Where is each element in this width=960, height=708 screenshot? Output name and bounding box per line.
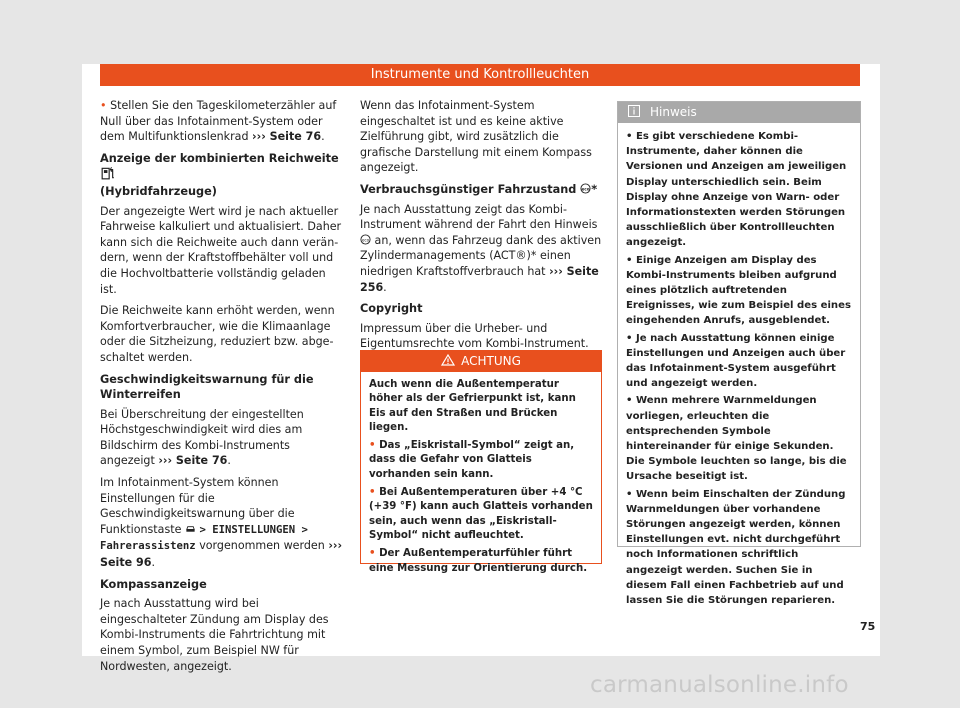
page-number: 75 xyxy=(860,620,876,633)
range-paragraph-1: Der angezeigte Wert wird je nach aktueller Fahrweise kalkuliert und aktualisiert. Daher kann sich die Reichweite auch dann verändern, wenn der Kraftstoffbehälter voll und die Hochvoltbatterie vollständig geladen ist. xyxy=(100,204,342,296)
page-ref-link[interactable]: ››› Seite 256 xyxy=(360,264,599,294)
intro-text: Stellen Sie den Tageskilometerzähler auf Null über das Infotainment-System oder dem Multifunktionslenkrad xyxy=(100,99,337,144)
page-ref-link[interactable]: ››› Seite 76 xyxy=(252,130,322,144)
page-ref-link[interactable]: ››› Seite 96 xyxy=(100,539,343,570)
svg-text:eco: eco xyxy=(361,237,370,243)
speed-paragraph-2: Im Infotainment-System können Einstellungen für die Geschwindigkeitswarnung über die Funktionstaste > EINSTELLUNGEN > Fahrerassistenz vorgenommen werden ››› Seite 96. xyxy=(100,476,343,570)
compass-paragraph: Je nach Ausstattung wird bei eingeschalteter Zündung am Display des Kombi-Instruments die Fahrtrichtung mit einem Symbol, zum Beispiel NW für Nordwesten, angezeigt. xyxy=(100,597,329,673)
bullet-icon: • xyxy=(369,487,380,499)
note-item: • Je nach Ausstattung können einige Einstellungen und Anzeigen auch über das Infotainment-System ausgeführt und angezeigt werden. xyxy=(626,332,846,390)
warning-header xyxy=(361,351,601,372)
note-body xyxy=(618,123,860,608)
bullet-icon: • xyxy=(369,440,380,452)
note-item: • Einige Anzeigen am Display des Kombi-Instruments bleiben aufgrund eines plötzlich auftretenden Ereignisses, wie zum Beispiel des eines eingehenden Anrufs, ausgeblendet. xyxy=(626,254,851,327)
warning-title: ACHTUNG xyxy=(461,354,521,368)
info-icon xyxy=(628,105,640,117)
note-box xyxy=(617,101,861,607)
eco-paragraph: Je nach Ausstattung zeigt das Kombi-Instrument während der Fahrt den Hinweis eco an, wenn das Fahrzeug dank des aktiven Zylindermanagements (ACT®)* einen niedrigen Kraftstoffverbrauch hat ››› Seite 256. xyxy=(360,202,602,294)
warning-item: • Bei Außentemperaturen über +4 °C (+39 °F) kann auch Glatteis vorhanden sein, auch wenn das „Eiskristall-Symbol“ nicht aufleuchtet. xyxy=(369,487,593,541)
note-header xyxy=(618,102,860,123)
warning-item: • Der Außentemperaturfühler führt eine Messung zur Orientierung durch. xyxy=(369,548,588,574)
settings-path: > EINSTELLUNGEN > Fahrerassistenz xyxy=(100,523,308,553)
note-item: • Wenn mehrere Warnmeldungen vorliegen, erleuchten die entsprechenden Symbole hintereinander für einige Sekunden. Die Symbole leuchten so lange, bis die Ursache beseitigt ist. xyxy=(626,395,847,483)
intro-paragraph: • Stellen Sie den Tageskilometerzähler auf Null über das Infotainment-System oder dem Multifunktionslenkrad ››› Seite 76. xyxy=(100,99,337,144)
note-title: Hinweis xyxy=(650,105,697,119)
eco-icon xyxy=(580,183,591,194)
heading-copyright: Copyright xyxy=(360,302,423,316)
watermark: carmanualsonline.info xyxy=(590,672,849,698)
car-menu-icon xyxy=(185,523,196,534)
column-left xyxy=(100,98,344,680)
speed-paragraph-1: Bei Überschreitung der eingestellten Höchstgeschwindigkeit wird dies am Bildschirm des Kombi-Instruments angezeigt ››› Seite 76. xyxy=(100,407,304,468)
heading-compass: Kompassanzeige xyxy=(100,577,207,591)
bullet-icon: • xyxy=(100,99,107,112)
page-title: Instrumente und Kontrollleuchten xyxy=(370,67,590,82)
page-ref-link[interactable]: ››› Seite 76 xyxy=(158,454,228,468)
warning-body xyxy=(361,372,601,576)
range-paragraph-2: Die Reichweite kann erhöht werden, wenn Komfortverbraucher, wie die Klimaanlage oder die Sitzheizung, reduziert bzw. abgeschaltet werden. xyxy=(100,304,335,364)
warning-intro: Auch wenn die Außentemperatur höher als der Gefrierpunkt ist, kann Eis auf den Straßen und Brücken liegen. xyxy=(369,379,576,433)
infotainment-paragraph: Wenn das Infotainment-System eingeschaltet ist und es keine aktive Zielführung gibt, wird zusätzlich die grafische Darstellung mit einem Kompass angezeigt. xyxy=(360,99,592,175)
warning-box xyxy=(360,350,602,574)
bullet-icon: • xyxy=(369,548,380,560)
note-item: • Es gibt verschiedene Kombi-Instrumente, daher können die Versionen und Anzeigen am jeweiligen Display unterschiedlich sein. Beim Display ohne Anzeige von Warn- oder Informationstexten werden Störungen ausschließlich über Kontrollleuchten angezeigt. xyxy=(626,131,847,249)
warning-triangle-icon xyxy=(441,354,455,366)
heading-range: Anzeige der kombinierten Reichweite (Hybridfahrzeuge) xyxy=(100,151,339,198)
svg-text:eco: eco xyxy=(581,186,590,192)
column-middle xyxy=(360,98,602,358)
note-item: • Wenn beim Einschalten der Zündung Warnmeldungen über vorhandene Störungen angezeigt werden, können Einstellungen evt. nicht durchgeführt noch Informationen schriftlich angezeigt werden. Suchen Sie in diesem Fall einen Fachbetrieb auf und lassen Sie die Störungen reparieren. xyxy=(626,488,846,607)
page-header xyxy=(100,64,860,86)
heading-speed-warning: Geschwindigkeitswarnung für die Winterreifen xyxy=(100,372,314,402)
warning-item: • Das „Eiskristall-Symbol“ zeigt an, dass die Gefahr von Glatteis vorhanden sein kann. xyxy=(369,440,575,480)
eco-icon xyxy=(360,234,371,245)
hybrid-range-icon xyxy=(100,166,116,180)
copyright-paragraph: Impressum über die Urheber- und Eigentumsrechte vom Kombi-Instrument. xyxy=(360,321,589,351)
heading-eco: Verbrauchsgünstiger Fahrzustand eco * xyxy=(360,182,598,196)
